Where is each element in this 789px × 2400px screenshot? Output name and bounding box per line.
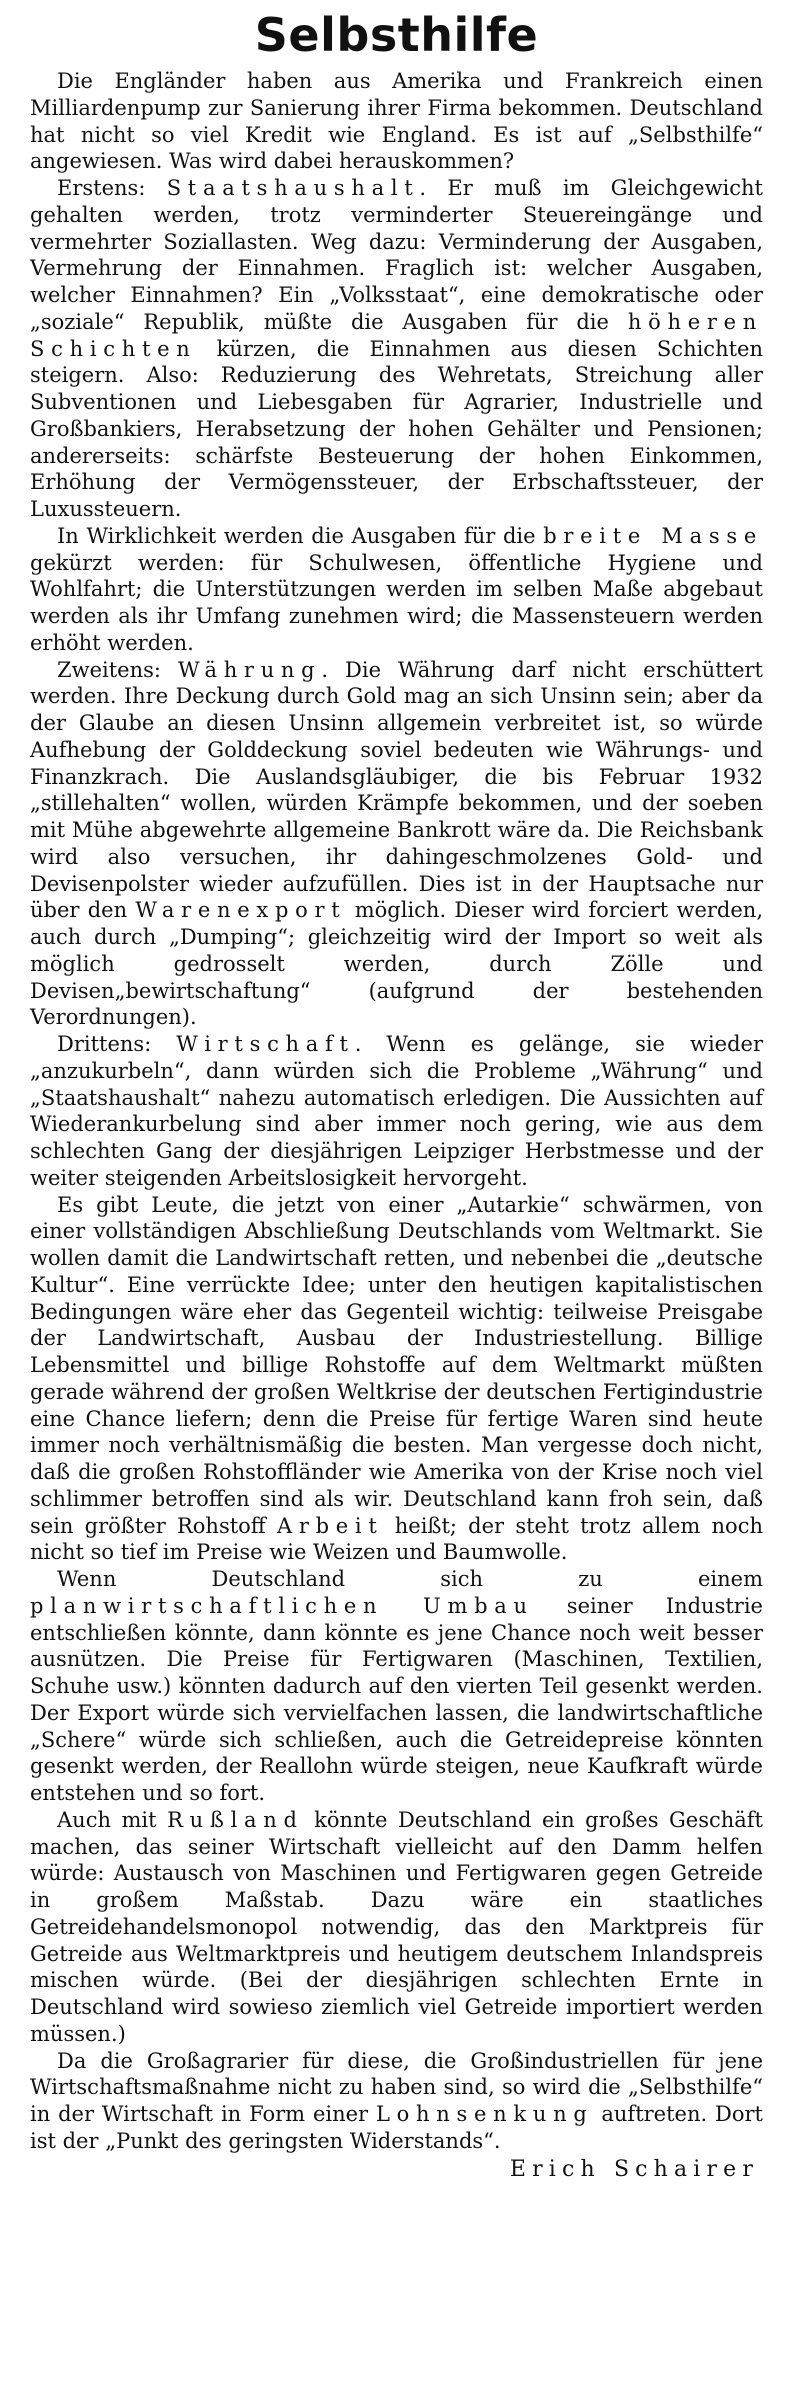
article-paragraph [30, 523, 763, 657]
paragraph-text: . Wenn es gelänge, sie wieder „anzukurbeln“, dann würden sich die Probleme „Währung“ und „Staatshaushalt“ nahezu automatisch erledigen. Die Aussichten auf Wiederankurbelung sind aber immer noch gering, wie aus dem schlechten Gang der diesjährigen Leipziger Herbstmesse und der weiter steigenden Arbeitslosigkeit hervorgeht. [30, 1032, 764, 1190]
article-paragraph [30, 1031, 763, 1192]
article-paragraph [30, 1566, 763, 1807]
article-title: Selbsthilfe [254, 8, 539, 62]
paragraph-text: Da die Großagrarier für diese, die Großindustriellen für jene Wirtschaftsmaßnahme nicht zu haben sind, so wird die „Selbsthilfe“ in der Wirtschaft in Form einer [30, 2048, 763, 2126]
author-signature: Erich Schairer [509, 2156, 759, 2182]
paragraph-text: In Wirklichkeit werden die Ausgaben für die [57, 523, 544, 548]
article-paragraph [30, 175, 763, 523]
paragraph-text: Auch mit [57, 1807, 168, 1832]
article-paragraph [30, 2048, 763, 2155]
paragraph-text: auftreten. Dort ist der „Punkt des geringsten Widerstands“. [30, 2102, 763, 2153]
article-paragraph [30, 657, 763, 1032]
spaced-emphasis: breite Masse [543, 523, 763, 548]
paragraph-text: gekürzt werden: für Schulwesen, öffentliche Hygiene und Wohlfahrt; die Unterstützungen werden im selben Maße abgebaut werden als ihr Umfang zunehmen wird; die Massensteuern werden erhöht werden. [30, 550, 763, 655]
article-body [30, 68, 763, 2155]
spaced-emphasis: Wirtschaft [176, 1032, 355, 1056]
paragraph-text: möglich. Dieser wird forciert werden, auch durch „Dumping“; gleichzeitig wird der Import so weit als möglich gedrosselt werden, durch Zölle und Devisen„bewirtschaftung“ (aufgrund der bestehenden Verordnungen). [30, 898, 763, 1030]
spaced-emphasis: Arbeit [276, 1513, 384, 1538]
paragraph-text: Wenn Deutschland sich zu einem [57, 1567, 763, 1591]
paragraph-text: seiner Industrie entschließen könnte, dann könnte es jene Chance noch weit besser ausnützen. Die Preise für Fertigwaren (Maschinen, Textilien, Schuhe usw.) könnten dadurch auf den vierten Teil gesenkt werden. Der Export würde sich vervielfachen lassen, die landwirtschaftliche „Schere“ würde sich schließen, auch die Getreidepreise könnten gesenkt werden, der Reallohn würde steigen, neue Kaufkraft würde entstehen und so fort. [30, 1593, 763, 1805]
spaced-emphasis: Warenexport [135, 898, 347, 923]
article-paragraph [30, 68, 763, 175]
paragraph-text: Drittens: [57, 1032, 177, 1056]
paragraph-text: Es gibt Leute, die jetzt von einer „Autarkie“ schwärmen, von einer vollständigen Abschließung Deutschlands vom Weltmarkt. Sie wollen damit die Landwirtschaft retten, und nebenbei die „deutsche Kultur“. Eine verrückte Idee; unter den heutigen kapitalistischen Bedingungen wäre eher das Gegenteil wichtig: teilweise Preisgabe der Landwirtschaft, Ausbau der Industriestellung. Billige Lebensmittel und billige Rohstoffe auf dem Weltmarkt müßten gerade während der großen Weltkrise der deutschen Fertigindustrie eine Chance liefern; denn die Preise für fertige Waren sind heute immer noch verhältnismäßig die besten. Man vergesse doch nicht, daß die großen Rohstoffländer wie Amerika von der Krise noch viel schlimmer betroffen sind als wir. Deutschland kann froh sein, daß sein größter Rohstoff [30, 1192, 763, 1538]
paragraph-text: . Er muß im Gleichgewicht gehalten werden, trotz verminderter Steuereingänge und vermehrter Soziallasten. Weg dazu: Verminderung der Ausgaben, Vermehrung der Einnahmen. Fraglich ist: welcher Ausgaben, welcher Einnahmen? Ein „Volksstaat“, eine demokratische oder „soziale“ Republik, müßte die Ausgaben für die [30, 176, 763, 334]
paragraph-text: Erstens: [57, 176, 167, 200]
paragraph-text: . Die Währung darf nicht erschüttert werden. Ihre Deckung durch Gold mag an sich Unsinn sein; aber da der Glaube an diesen Unsinn allgemein verbreitet ist, so würde Aufhebung der Golddeckung soviel bedeuten wie Währungs- und Finanzkrach. Die Auslandsgläubiger, die bis Februar 1932 „stillehalten“ wollen, würden Krämpfe bekommen, und der soeben mit Mühe abgewehrte allgemeine Bankrott wäre da. Die Reichsbank wird also versuchen, ihr dahingeschmolzenes Gold- und Devisenpolster wieder aufzufüllen. Dies ist in der Hauptsache nur über den [30, 657, 763, 923]
spaced-emphasis: Rußland [167, 1807, 304, 1832]
article-paragraph [30, 1192, 763, 1567]
article-paragraph [30, 1807, 763, 2048]
paragraph-text: kürzen, die Einnahmen aus diesen Schichten steigern. Also: Reduzierung des Wehretats, Streichung aller Subventionen und Liebesgaben für Agrarier, Industrielle und Großbankiers, Herabsetzung der hohen Gehälter und Pensionen; andererseits: schärfste Besteuerung der hohen Einkommen, Erhöhung der Vermögenssteuer, der Erbschaftssteuer, der Luxussteuern. [30, 336, 763, 521]
spaced-emphasis: höheren Schichten [30, 309, 763, 361]
spaced-emphasis: Staatshaushalt [166, 176, 420, 200]
paragraph-text: Die Engländer haben aus Amerika und Frankreich einen Milliardenpump zur Sanierung ihrer Firma bekommen. Deutschland hat nicht so viel Kredit wie England. Es ist auf „Selbsthilfe“ angewiesen. Was wird dabei herauskommen? [30, 69, 763, 174]
spaced-emphasis: planwirtschaftlichen Umbau [30, 1593, 534, 1618]
spaced-emphasis: Lohnsenkung [375, 2102, 594, 2126]
spaced-emphasis: Währung [177, 657, 322, 682]
paragraph-text: heißt; der steht trotz allem noch nicht so tief im Preise wie Weizen und Baumwolle. [30, 1513, 763, 1565]
paragraph-text: könnte Deutschland ein großes Geschäft machen, das seiner Wirtschaft vielleicht auf den Damm helfen würde: Austausch von Maschinen und Fertigwaren gegen Getreide in großem Maßstab. Dazu wäre ein staatliches Getreidehandelsmonopol notwendig, das den Marktpreis für Getreide aus Weltmarktpreis und heutigem deutschem Inlandspreis mischen würde. (Bei der diesjährigen schlechten Ernte in Deutschland wird sowieso ziemlich viel Getreide importiert werden müssen.) [30, 1807, 763, 2046]
paragraph-text: Zweitens: [57, 657, 178, 682]
